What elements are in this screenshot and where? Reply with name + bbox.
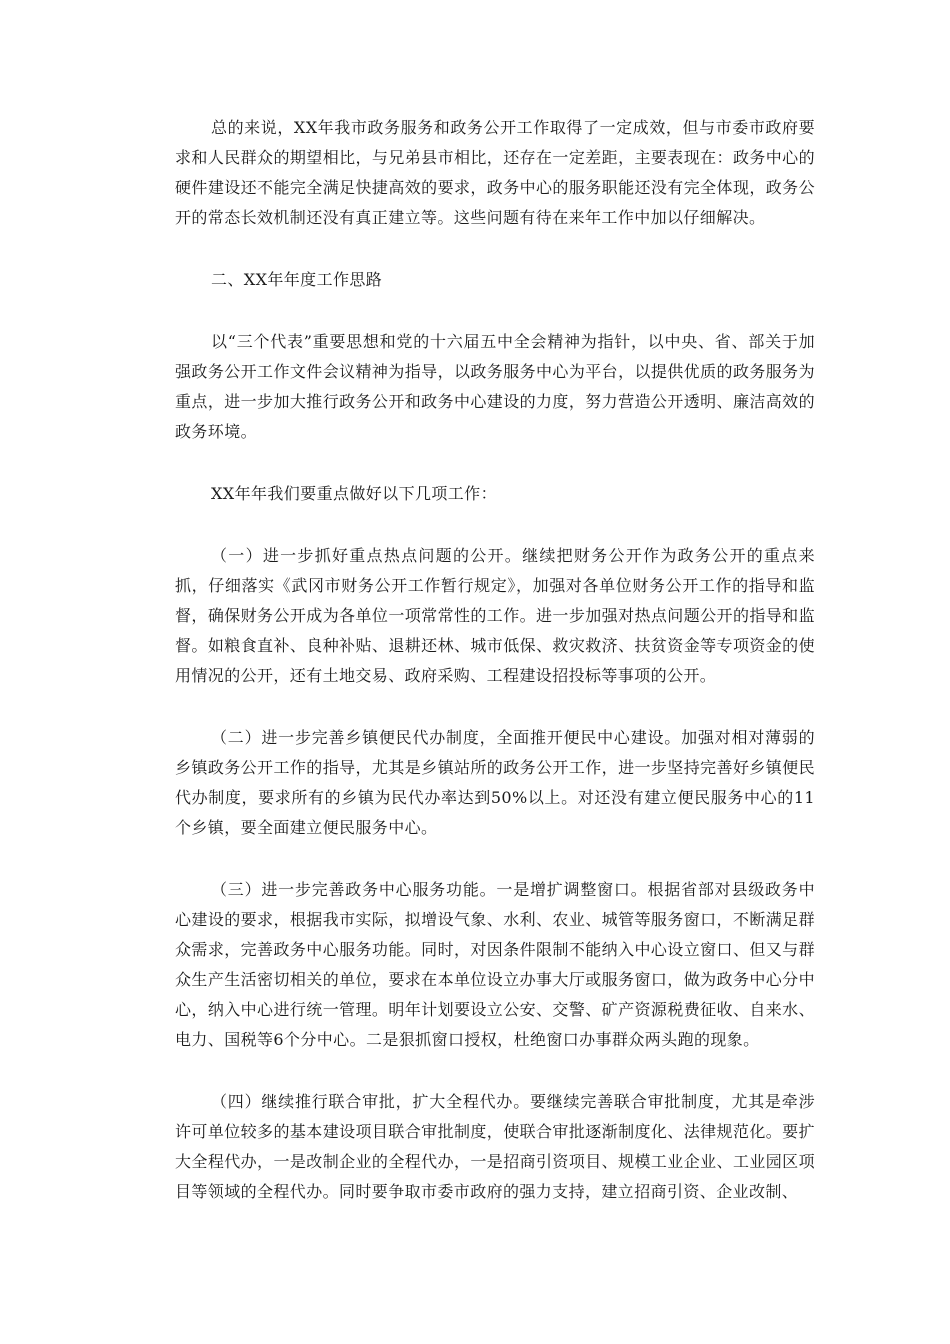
section-heading-work-plan: 二、XX年年度工作思路 — [211, 270, 383, 289]
paragraph-guiding-principle: 以“三个代表”重要思想和党的十六届五中全会精神为指针，以中央、省、部关于加强政务公开工作文件会议精神为指导，以政务服务中心为平台，以提供优质的政务服务为重点，进一步加大推行政务公开和政务中心建设的力度，努力营造公开透明、廉洁高效的政务环境。 — [175, 332, 815, 441]
paragraph-task-2: （二）进一步完善乡镇便民代办制度，全面推开便民中心建设。加强对相对薄弱的乡镇政务公开工作的指导，尤其是乡镇站所的政务公开工作，进一步坚持完善好乡镇便民代办制度，要求所有的乡镇为民代办率达到50%以上。对还没有建立便民服务中心的11个乡镇，要全面建立便民服务中心。 — [175, 728, 815, 837]
paragraph-task-4: （四）继续推行联合审批，扩大全程代办。要继续完善联合审批制度，尤其是牵涉许可单位较多的基本建设项目联合审批制度，使联合审批逐渐制度化、法律规范化。要扩大全程代办，一是改制企业的全程代办，一是招商引资项目、规模工业企业、工业园区项目等领域的全程代办。同时要争取市委市政府的强力支持，建立招商引资、企业改制、 — [175, 1092, 815, 1201]
paragraph-summary: 总的来说，XX年我市政务服务和政务公开工作取得了一定成效，但与市委市政府要求和人民群众的期望相比，与兄弟县市相比，还存在一定差距，主要表现在：政务中心的硬件建设还不能完全满足快捷高效的要求，政务中心的服务职能还没有完全体现，政务公开的常态长效机制还没有真正建立等。这些问题有待在来年工作中加以仔细解决。 — [175, 118, 815, 227]
document-body — [175, 113, 815, 1239]
paragraph-task-3: （三）进一步完善政务中心服务功能。一是增扩调整窗口。根据省部对县级政务中心建设的要求，根据我市实际，拟增设气象、水利、农业、城管等服务窗口，不断满足群众需求，完善政务中心服务功能。同时，对因条件限制不能纳入中心设立窗口、但又与群众生产生活密切相关的单位，要求在本单位设立办事大厅或服务窗口，做为政务中心分中心，纳入中心进行统一管理。明年计划要设立公安、交警、矿产资源税费征收、自来水、电力、国税等6个分中心。二是狠抓窗口授权，杜绝窗口办事群众两头跑的现象。 — [175, 880, 815, 1049]
paragraph-key-tasks-intro: XX年年我们要重点做好以下几项工作： — [211, 484, 497, 503]
paragraph-task-1: （一）进一步抓好重点热点问题的公开。继续把财务公开作为政务公开的重点来抓，仔细落实《武冈市财务公开工作暂行规定》，加强对各单位财务公开工作的指导和监督，确保财务公开成为各单位一项常常性的工作。进一步加强对热点问题公开的指导和监督。如粮食直补、良种补贴、退耕还林、城市低保、救灾救济、扶贫资金等专项资金的使用情况的公开，还有土地交易、政府采购、工程建设招投标等事项的公开。 — [175, 546, 815, 685]
